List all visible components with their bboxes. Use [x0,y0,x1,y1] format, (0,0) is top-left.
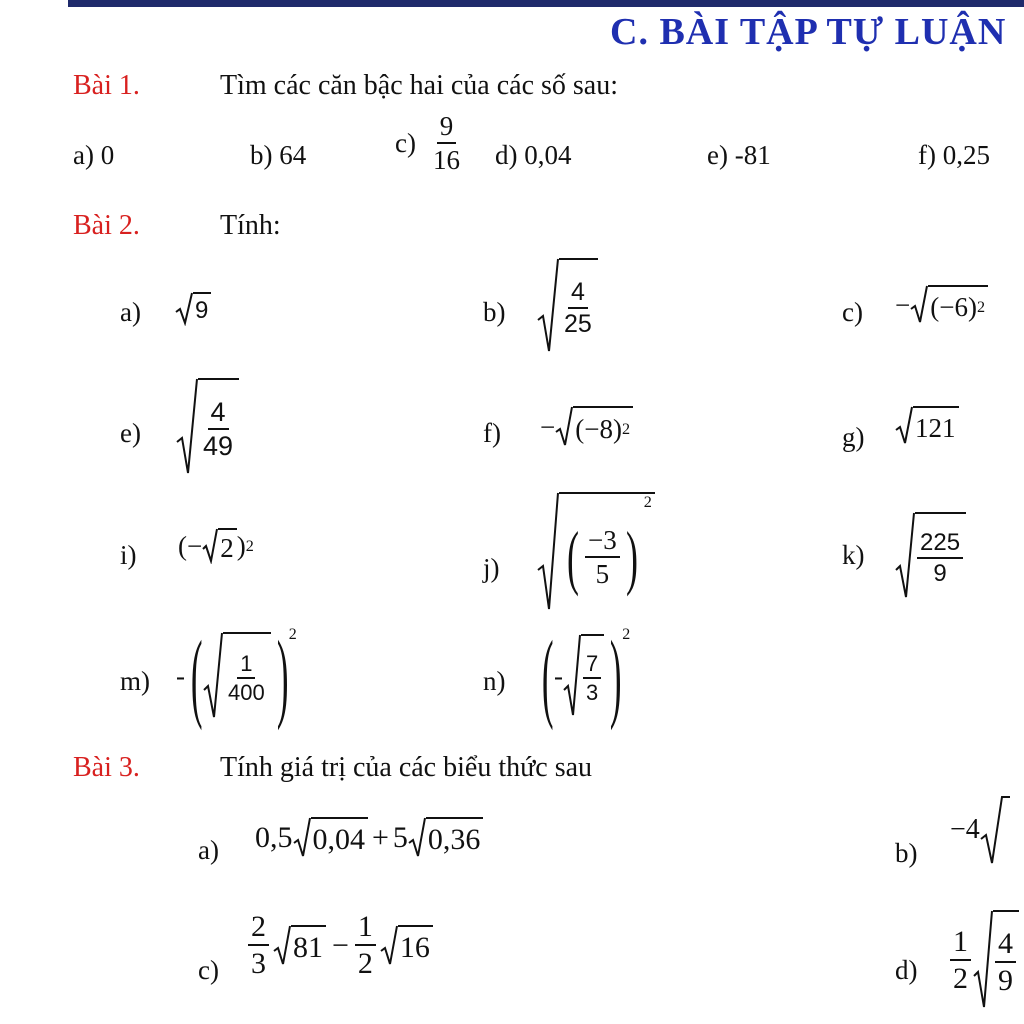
bai2-k-label: k) [842,540,865,570]
bai2-k-expr [895,512,966,600]
radicand: 0,04 [311,817,369,859]
bai1-item-c-label: c) [395,128,416,158]
radical-sign-icon [895,512,915,600]
bai2-label: Bài 2. [73,210,140,241]
fraction [950,924,971,995]
sqrt [380,925,433,967]
bai3-b-label: b) [895,838,918,868]
bai2-m-label: m) [120,666,150,696]
left-paren-glyph: ( [190,620,203,731]
bai1-prompt: Tìm các căn bậc hai của các số sau: [220,70,619,101]
fraction [248,912,269,979]
sqrt [202,528,237,564]
bai2-b-expr [537,258,598,354]
radicand-base: (−8) [575,413,622,444]
numerator: −3 [585,527,620,558]
bai1-item-d: d) 0,04 [495,140,572,170]
bai2-c-label: c) [842,297,863,327]
left-paren-glyph: ( [566,516,579,597]
sqrt [895,512,966,600]
numerator: 225 [917,531,963,559]
bai2-e-label: e) [120,418,141,448]
numerator: 4 [208,399,229,430]
radical-sign-icon [273,925,291,967]
denominator: 25 [564,309,592,338]
denominator: 9 [933,559,947,587]
sqrt [175,292,211,326]
sqrt [537,258,598,354]
bai2-g-expr [895,406,959,446]
sqrt [563,634,604,718]
sqrt [273,925,326,967]
sqrt [293,817,369,859]
coefficient: 0,5 [255,821,293,854]
radical-sign-icon [895,406,913,446]
denominator: 3 [251,947,266,980]
radical-sign-icon [380,925,398,967]
sqrt [537,492,655,612]
bai3-b-expr [950,795,1010,865]
radicand [581,634,604,718]
radical-sign-icon [563,634,581,718]
bai2-n-expr [536,620,631,731]
denominator: 2 [357,947,373,980]
radicand: (−8) 2 [573,406,633,448]
denominator: 49 [203,430,234,461]
fraction [917,528,963,587]
bai3-prompt: Tính giá trị của các biểu thức sau [220,752,593,783]
bai3-c-label: c) [198,955,219,985]
right-paren-glyph: ) [625,516,638,597]
bai3-a-label: a) [198,835,219,865]
exponent: 2 [288,626,297,643]
left-paren-glyph: ( [541,620,554,731]
bai2-c-expr [895,285,988,325]
radicand: 81 [291,925,326,967]
radical-sign-icon [555,406,573,448]
denominator: 400 [228,679,265,705]
sqrt [203,632,271,720]
numerator: 4 [568,280,588,309]
radical-sign-icon [537,258,559,354]
numerator: 7 [583,653,601,679]
fraction [430,113,463,174]
bai1-item-a: a) 0 [73,140,115,170]
radicand [223,632,271,720]
bai2-j-expr [537,492,655,612]
bai1-item-e: e) -81 [707,140,771,170]
sqrt [176,378,239,476]
fraction [200,396,236,461]
numerator: 1 [237,653,255,679]
minus-sign: − [332,928,349,962]
radical-sign-icon [537,492,559,612]
bai2-j-label: j) [483,553,500,583]
radical-sign-icon [176,378,198,476]
radicand [559,258,598,354]
coefficient: 5 [392,821,408,854]
bai1-item-c [395,113,463,174]
radical-sign-icon [175,292,193,326]
denominator: 16 [432,145,460,175]
bai2-prompt: Tính: [220,210,281,241]
bai2-i-label: i) [120,540,137,570]
bai2-g-label: g) [842,422,865,452]
numerator: 9 [437,113,457,144]
numerator: 1 [950,927,971,961]
numerator: 1 [355,912,376,946]
bai2-i-expr: (− 2 ) 2 [178,528,254,564]
minus-sign: − [895,289,911,320]
bai2-b-label: b) [483,297,506,327]
sqrt [408,817,484,859]
radicand: 16 [398,925,433,967]
radicand: (−6) 2 [928,285,988,325]
bai3-d-label: d) [895,955,918,985]
radical-sign-icon [202,528,218,564]
bai2-m-expr [176,620,297,731]
bai3-label: Bài 3. [73,752,140,783]
fraction [583,650,601,705]
denominator: 5 [595,558,610,589]
radicand [915,512,966,600]
bai1-item-b: b) 64 [250,140,307,170]
bai2-e-expr [176,378,239,476]
bai1-item-f: f) 0,25 [918,140,990,170]
radical-sign-icon [293,817,311,859]
fraction [561,277,595,338]
plus-sign: + [372,821,389,854]
right-paren-glyph: ) [276,620,289,731]
radical-sign-icon [910,285,928,325]
radicand: 2 [218,528,237,564]
minus-sign: - [176,660,185,691]
bai3-d-expr [950,910,1024,1010]
radicand: 9 [193,292,211,326]
radical-sign-icon [408,817,426,859]
radicand: 121 [913,406,959,446]
numerator: 2 [248,912,269,946]
denominator: 3 [586,679,599,705]
top-divider-bar [68,0,1024,7]
sqrt [973,910,1019,1010]
numerator: 4 [995,929,1016,963]
sqrt [895,406,959,446]
radical-sign-icon [973,910,993,1010]
fraction [995,926,1016,997]
right-paren-glyph: ) [610,620,622,731]
sqrt [910,285,988,325]
bai1-label: Bài 1. [73,70,140,101]
bai3-c-expr [248,912,433,979]
bai2-f-expr [540,406,633,448]
fraction [225,650,268,705]
bai2-a-label: a) [120,297,141,327]
bai2-a-expr [175,292,211,326]
radicand: 0,36 [426,817,484,859]
minus-sign: − [540,411,556,442]
fraction [585,524,620,589]
radicand [993,910,1019,1010]
fraction [355,912,376,979]
sqrt [555,406,633,448]
radical-sign-icon [203,632,223,720]
denominator: 2 [953,961,968,995]
section-title: C. BÀI TẬP TỰ LUẬN [610,11,1007,53]
minus-sign: - [554,660,563,691]
radical-sign-icon [980,795,1010,865]
denominator: 9 [998,963,1013,997]
radicand-base: (−6) [930,291,977,322]
exponent: 2 [622,626,631,643]
coefficient: −4 [950,814,980,845]
bai2-f-label: f) [483,418,501,448]
open-paren: (− [178,530,203,561]
close-paren: ) [236,530,246,561]
radicand [198,378,239,476]
radicand: ( $\frac{-3}{5}$ ) 2 [559,492,655,612]
bai2-n-label: n) [483,666,506,696]
bai3-a-expr [255,817,483,859]
